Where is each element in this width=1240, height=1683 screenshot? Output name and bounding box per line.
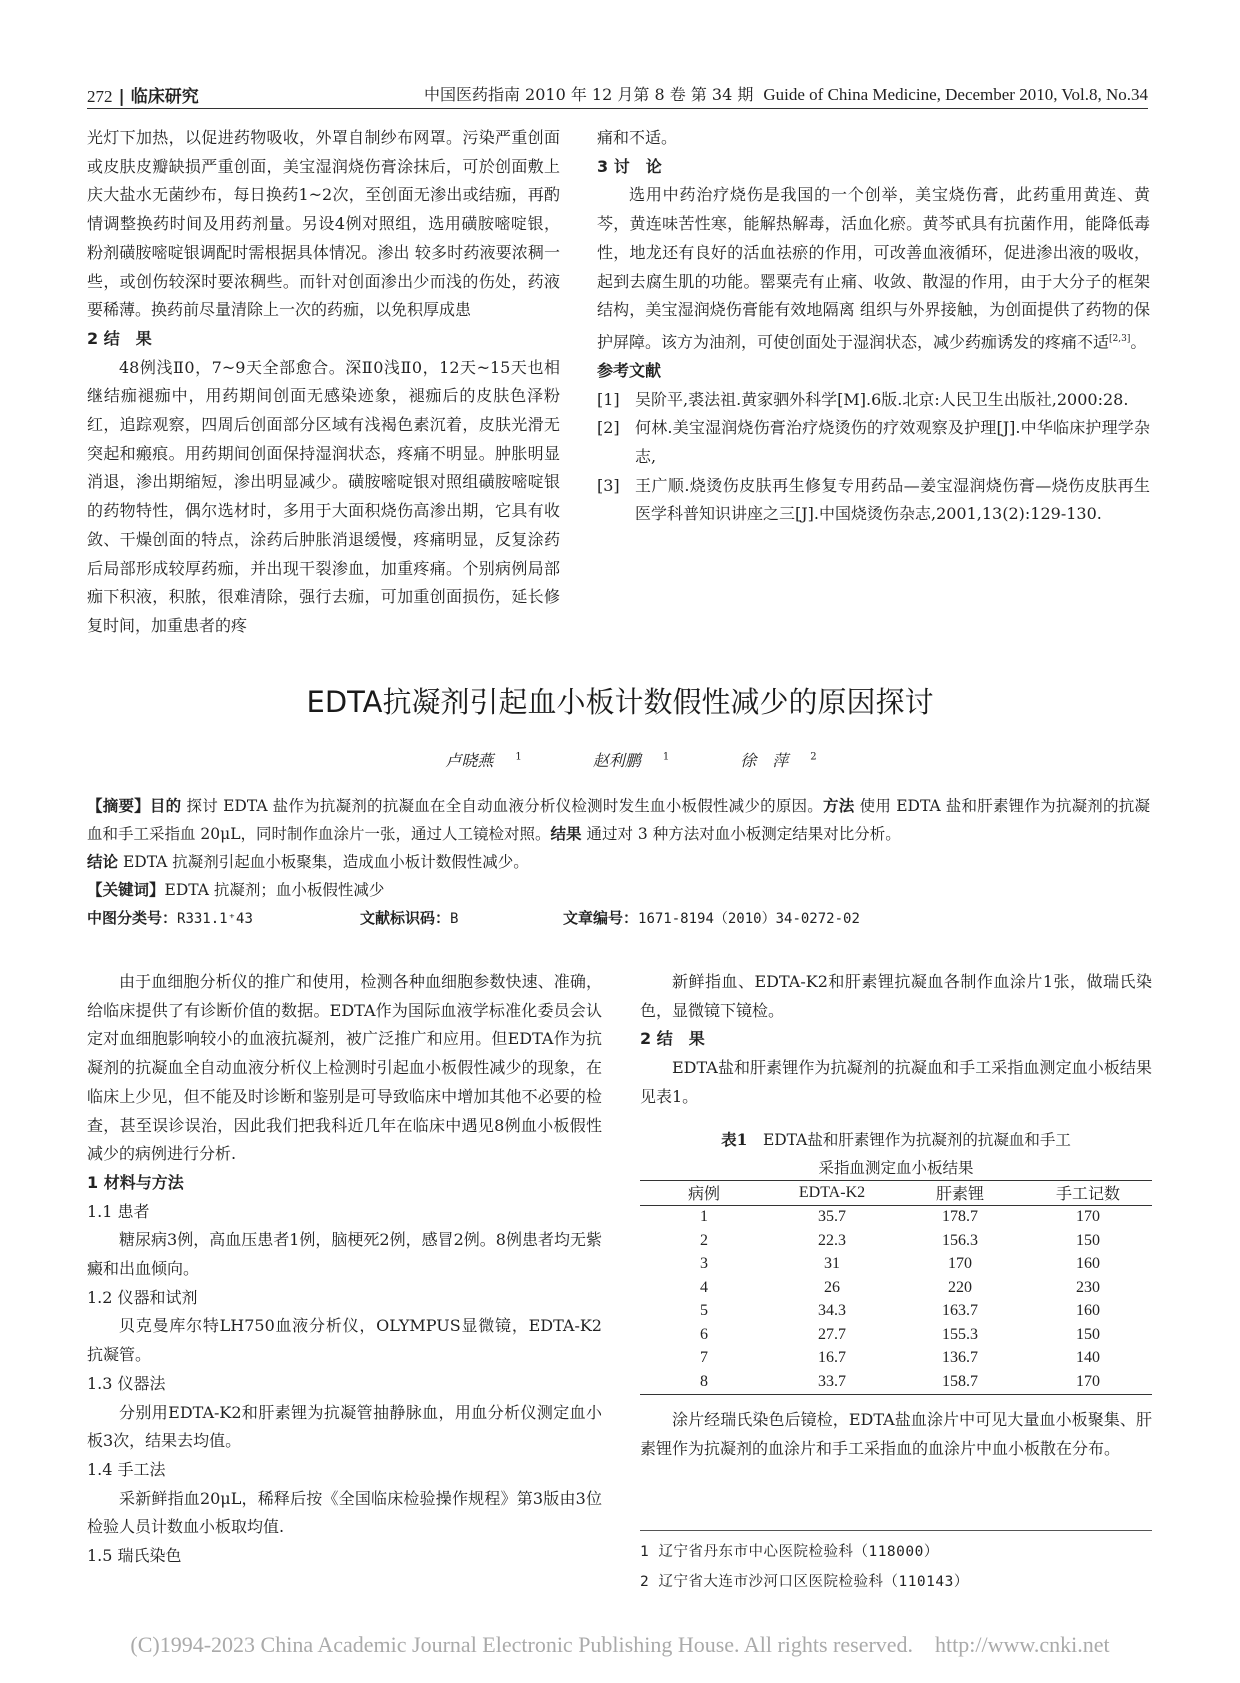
article-number [563,907,860,928]
table-cell: 155.3 [942,1325,978,1343]
doc-label: 文献标识码： [360,909,451,927]
table-cell: 7 [700,1349,708,1367]
result-text: 通过对 3 种方法对血小板测定结果对比分析。 [586,825,901,843]
table-header-row [640,1181,1152,1205]
table-cell: 26 [824,1278,840,1296]
table-cell: 170 [1076,1208,1100,1226]
table-cell: 230 [1076,1278,1100,1296]
running-header-right [424,82,1148,105]
reference-number: [2] [597,418,620,438]
paragraph: 贝克曼库尔特LH750血液分析仪，OLYMPUS显微镜，EDTA-K2抗凝管。 [87,1316,602,1365]
subsection-heading: 1.5 瑞氏染色 [87,1546,182,1566]
reference-text: 何林.美宝湿润烧伤膏治疗烧烫伤的疗效观察及护理[J].中华临床护理学杂志, [635,418,1150,467]
aim-label: 目的 [149,797,182,815]
footnote: 2 辽宁省大连市沙河口区医院检验科（110143） [640,1574,969,1590]
table-cell: 35.7 [818,1208,846,1226]
table-cell: 34.3 [818,1302,846,1320]
article-left-column [87,968,602,1571]
section-name: 临床研究 [130,87,199,107]
reference-item [597,386,1150,415]
results-table [640,1180,1152,1395]
reference-text: 吴阶平,裘法祖.黄家驷外科学[M].6版.北京:人民卫生出版社,2000:28. [635,389,1129,409]
table-row [640,1276,1152,1300]
author [571,751,669,770]
table-cell: 2 [700,1231,708,1249]
table-cell: 140 [1076,1349,1100,1367]
art-label: 文章编号： [563,909,639,927]
journal-name-en: Guide of China Medicine, December 2010, Vol.8, No.34 [763,85,1148,104]
table-cell: 150 [1076,1325,1100,1343]
table-cell: 163.7 [942,1302,978,1320]
method-label: 方法 [823,797,855,815]
table-row [640,1370,1152,1394]
reference-item [597,414,1150,471]
table-cell: 31 [824,1255,840,1273]
author-name: 徐 萍 [740,751,789,770]
reference-number: [3] [597,475,620,495]
author [718,751,816,770]
paragraph: 痛和不适。 [597,128,678,147]
header-separator: | [118,87,125,107]
article-right-column [640,968,1152,1112]
prev-article-left-column [87,124,560,641]
subsection-heading: 1.1 患者 [87,1201,150,1221]
clc-value: R331.1⁺43 [177,911,253,927]
intro-paragraph: 由于血细胞分析仪的推广和使用，检测各种血细胞参数快速、准确，给临床提供了有诊断价值的数据。EDTA作为国际血液学标准化委员会认定对血细胞影响较小的血液抗凝剂，被广泛推广和应用。但EDTA作为抗凝剂的抗凝血全自动血液分析仪上检测时引起血小板假性减少的现象，在临床上少见，但不能及时诊断和鉴别是可导致临床中增加其他不必要的检查，甚至误诊误治，因此我们把我科近几年在临床中遇见8例血小板假性减少的病例进行分析. [87,972,602,1164]
author-affiliation: 1 [515,751,522,763]
column-header: 肝素锂 [896,1181,1024,1205]
reference-number: [1] [597,389,620,409]
table-cell: 220 [948,1278,972,1296]
table-row [640,1253,1152,1277]
citation: [2,3] [1109,333,1131,344]
section-heading: 3 讨 论 [597,156,662,176]
article-title: EDTA抗凝剂引起血小板计数假性减少的原因探讨 [306,685,934,719]
table-cell: 8 [700,1372,708,1390]
table-cell: 136.7 [942,1349,978,1367]
doc-value: B [450,911,459,927]
author-name: 赵利鹏 [592,751,641,770]
author-name: 卢晓燕 [445,751,494,770]
caption-text: EDTA盐和肝素锂作为抗凝剂的抗凝血和手工 [762,1131,1071,1149]
abstract-label: 【摘要】 [87,797,150,815]
art-value: 1671-8194（2010）34-0272-02 [638,911,860,927]
running-header-left [87,82,199,107]
table-cell: 156.3 [942,1231,978,1249]
result-label: 结果 [550,825,582,843]
subsection-heading: 1.2 仪器和试剂 [87,1287,198,1307]
paragraph: 新鲜指血、EDTA-K2和肝素锂抗凝血各制作血涂片1张，做瑞氏染色，显微镜下镜检。 [640,972,1152,1020]
paragraph: 分别用EDTA-K2和肝素锂为抗凝管抽静脉血，用血分析仪测定血小板3次，结果去均值。 [87,1402,602,1451]
table-cell: 158.7 [942,1372,978,1390]
references-heading: 参考文献 [597,360,662,380]
table-cell: 178.7 [942,1208,978,1226]
author [423,751,521,770]
conclusion-text: EDTA 抗凝剂引起血小板聚集，造成血小板计数假性减少。 [122,853,529,871]
table-row [640,1229,1152,1253]
reference-item [597,472,1150,529]
section-heading: 1 材料与方法 [87,1172,184,1192]
column-header: 手工记数 [1024,1181,1152,1205]
caption-line [640,1126,1152,1154]
page-number: 272 [87,87,113,106]
table-cell: 160 [1076,1302,1100,1320]
author-affiliation: 2 [810,751,817,763]
caption-line: 采指血测定血小板结果 [818,1159,974,1177]
table-cell: 150 [1076,1231,1100,1249]
header-rule [87,108,1148,109]
table-row [640,1323,1152,1347]
paragraph: EDTA盐和肝素锂作为抗凝剂的抗凝血和手工采指血测定血小板结果见表1。 [640,1058,1152,1106]
discussion-end: 。 [1130,332,1147,352]
article-right-column-lower [640,1406,1152,1463]
footnotes [640,1530,1152,1597]
document-code [360,907,458,928]
keywords-text: EDTA 抗凝剂；血小板假性减少 [164,881,385,899]
classification-number [87,907,253,928]
table-cell: 5 [700,1302,708,1320]
conclusion-label: 结论 [87,853,119,871]
table-label: 表1 [721,1130,748,1149]
table-cell: 27.7 [818,1325,846,1343]
table-cell: 170 [948,1255,972,1273]
table-cell: 6 [700,1325,708,1343]
table-cell: 16.7 [818,1349,846,1367]
table-cell: 33.7 [818,1372,846,1390]
table-caption [640,1126,1152,1182]
table-cell: 170 [1076,1372,1100,1390]
discussion-text: 选用中药治疗烧伤是我国的一个创举，美宝烧伤膏，此药重用黄连、黄芩，黄连味苦性寒，能解热解毒，活血化瘀。黄芩甙具有抗菌作用，能降低毒性，地龙还有良好的活血祛瘀的作用，可改善血液循环，促进渗出液的吸收，起到去腐生肌的功能。罂粟壳有止痛、收敛、散湿的作用，由于大分子的框架结构，美宝湿润烧伤膏能有效地隔离 组织与外界接触，为创面提供了药物的保护屏障。该方为油剂，可使创面处于湿润状态，减少药痂诱发的疼痛不适 [597,185,1150,352]
table-cell: 160 [1076,1255,1100,1273]
method-text: 使用 EDTA 盐和肝素锂作为抗凝剂的抗凝血和手工采指血 20μL，同时制作血涂片一张，通过人工镜检对照。 [87,797,1150,843]
paragraph: 糖尿病3例，高血压患者1例，脑梗死2例，感冒2例。8例患者均无紫癜和出血倾向。 [87,1230,602,1279]
table-cell: 3 [700,1255,708,1273]
table-row [640,1205,1152,1229]
table-cell: 4 [700,1278,708,1296]
subsection-heading: 1.3 仪器法 [87,1373,166,1393]
section-heading: 2 结 果 [87,328,152,348]
section-heading: 2 结 果 [640,1029,705,1049]
column-header: EDTA-K2 [768,1181,896,1205]
table-row [640,1300,1152,1324]
paragraph: 采新鲜指血20μL，稀释后按《全国临床检验操作规程》第3版由3位检验人员计数血小板取均值. [87,1488,602,1537]
abstract [87,792,1150,904]
footnote: 1 辽宁省丹东市中心医院检验科（118000） [640,1544,939,1560]
journal-name-cn: 中国医药指南 2010 年 12 月第 8 卷 第 34 期 [423,85,754,104]
clc-label: 中图分类号： [87,909,178,927]
column-header: 病例 [640,1181,768,1205]
subsection-heading: 1.4 手工法 [87,1459,166,1479]
table-cell: 22.3 [818,1231,846,1249]
table-row [640,1347,1152,1371]
keywords-label: 【关键词】 [87,881,165,899]
reference-text: 王广顺.烧烫伤皮肤再生修复专用药品—姜宝湿润烧伤膏—烧伤皮肤再生医学科普知识讲座之三[J].中国烧烫伤杂志,2001,13(2):129-130. [635,475,1150,524]
author-affiliation: 1 [662,751,670,763]
prev-article-right-column [597,124,1150,529]
paragraph [597,181,1150,357]
paragraph: 涂片经瑞氏染色后镜检，EDTA盐血涂片中可见大量血小板聚集、肝素锂作为抗凝剂的血涂片和手工采指血的血涂片中血小板散在分布。 [640,1410,1152,1458]
aim-text: 探讨 EDTA 盐作为抗凝剂的抗凝血在全自动血液分析仪检测时发生血小板假性减少的原因。 [186,797,823,815]
copyright-footer: (C)1994-2023 China Academic Journal Electronic Publishing House. All rights reserved. http://www.cnki.net [130,1632,1110,1657]
paragraph: 光灯下加热，以促进药物吸收，外罩自制纱布网罩。污染严重创面或皮肤皮瓣缺损严重创面，美宝湿润烧伤膏涂抹后，可於创面敷上庆大盐水无菌纱布，每日换药1~2次，至创面无渗出或结痂，再酌情调整换药时间及用药剂量。另设4例对照组，选用磺胺嘧啶银，粉剂磺胺嘧啶银调配时需根据具体情况。渗出 较多时药液要浓稠一些，或创伤较深时要浓稠些。而针对创面渗出少而浅的伤处，药液要稀薄。换药前尽量清除上一次的药痂，以免积厚成患 [87,128,560,320]
paragraph: 48例浅Ⅱ0，7~9天全部愈合。深Ⅱ0浅Ⅱ0，12天~15天也相继结痂褪痂中，用药期间创面无感染迹象，褪痂后的皮肤色泽粉红，追踪观察，四周后创面部分区域有浅褐色素沉着，皮肤光滑无突起和瘢痕。用药期间创面保持湿润状态，疼痛不明显。肿胀明显消退，渗出期缩短，渗出明显减少。磺胺嘧啶银对照组磺胺嘧啶银的药物特性，偶尔选材时，多用于大面积烧伤高渗出期，它具有收敛、干燥创面的特点，涂药后肿胀消退缓慢，疼痛明显，反复涂药后局部形成较厚药痂，并出现干裂渗血，加重疼痛。个别病例局部痂下积液，积脓，很难清除，强行去痂，可加重创面损伤，延长修复时间，加重患者的疼 [87,357,560,635]
author-list [0,748,1240,771]
table-cell: 1 [700,1208,708,1226]
